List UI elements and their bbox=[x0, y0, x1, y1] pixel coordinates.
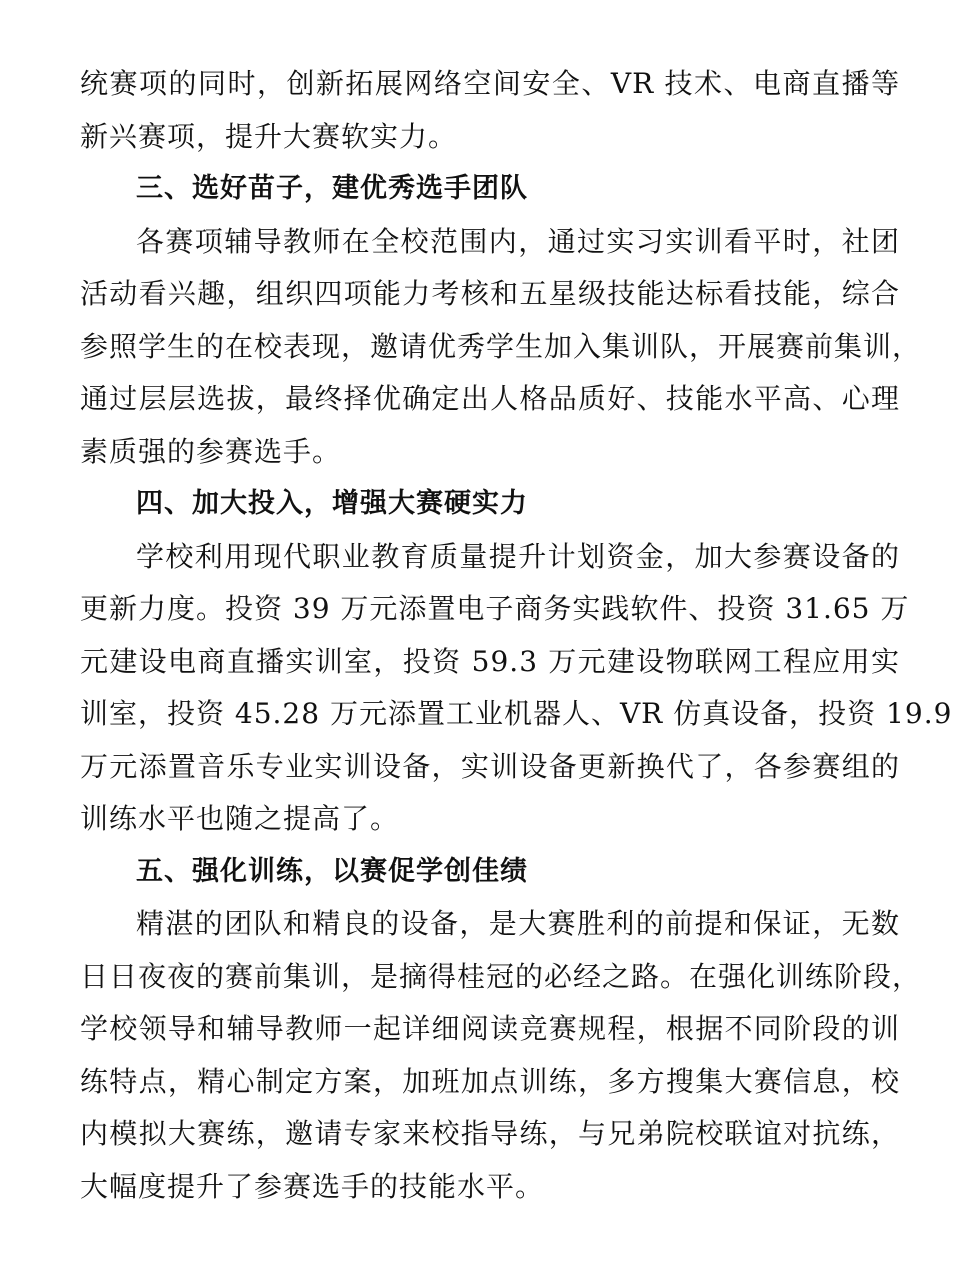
paragraph-line: 更新力度。投资 39 万元添置电子商务实践软件、投资 31.65 万 bbox=[80, 592, 910, 625]
paragraph-line: 训室，投资 45.28 万元添置工业机器人、VR 仿真设备，投资 19.9 bbox=[80, 697, 953, 730]
paragraph-line: 参照学生的在校表现，邀请优秀学生加入集训队，开展赛前集训， bbox=[80, 329, 922, 363]
section-heading-5: 五、强化训练，以赛促学创佳绩 bbox=[136, 855, 528, 887]
paragraph-line: 通过层层选拔，最终择优确定出人格品质好、技能水平高、心理 bbox=[80, 382, 900, 415]
paragraph-line: 新兴赛项，提升大赛软实力。 bbox=[80, 119, 458, 153]
paragraph-line: 素质强的参赛选手。 bbox=[80, 434, 342, 468]
paragraph-line: 大幅度提升了参赛选手的技能水平。 bbox=[80, 1169, 545, 1203]
paragraph-line: 各赛项辅导教师在全校范围内，通过实习实训看平时，社团 bbox=[136, 224, 900, 258]
section-heading-3: 三、选好苗子，建优秀选手团队 bbox=[136, 173, 528, 204]
paragraph-line: 日日夜夜的赛前集训，是摘得桂冠的必经之路。在强化训练阶段， bbox=[80, 959, 922, 993]
section-heading-4: 四、加大投入，增强大赛硬实力 bbox=[136, 488, 528, 519]
paragraph-line: 统赛项的同时，创新拓展网络空间安全、VR 技术、电商直播等 bbox=[80, 67, 900, 100]
paragraph-line: 学校领导和辅导教师一起详细阅读竞赛规程，根据不同阶段的训 bbox=[80, 1012, 900, 1045]
paragraph-line: 训练水平也随之提高了。 bbox=[80, 802, 400, 835]
paragraph-line: 活动看兴趣，组织四项能力考核和五星级技能达标看技能，综合 bbox=[80, 277, 900, 310]
paragraph-line: 万元添置音乐专业实训设备，实训设备更新换代了，各参赛组的 bbox=[80, 749, 900, 783]
paragraph-line: 精湛的团队和精良的设备，是大赛胜利的前提和保证，无数 bbox=[136, 907, 900, 940]
paragraph-line: 学校利用现代职业教育质量提升计划资金，加大参赛设备的 bbox=[136, 539, 900, 573]
document-body bbox=[80, 58, 953, 1213]
paragraph-line: 练特点，精心制定方案，加班加点训练，多方搜集大赛信息，校 bbox=[80, 1064, 900, 1098]
paragraph-line: 元建设电商直播实训室，投资 59.3 万元建设物联网工程应用实 bbox=[80, 644, 900, 678]
paragraph-line: 内模拟大赛练，邀请专家来校指导练，与兄弟院校联谊对抗练， bbox=[80, 1117, 900, 1150]
